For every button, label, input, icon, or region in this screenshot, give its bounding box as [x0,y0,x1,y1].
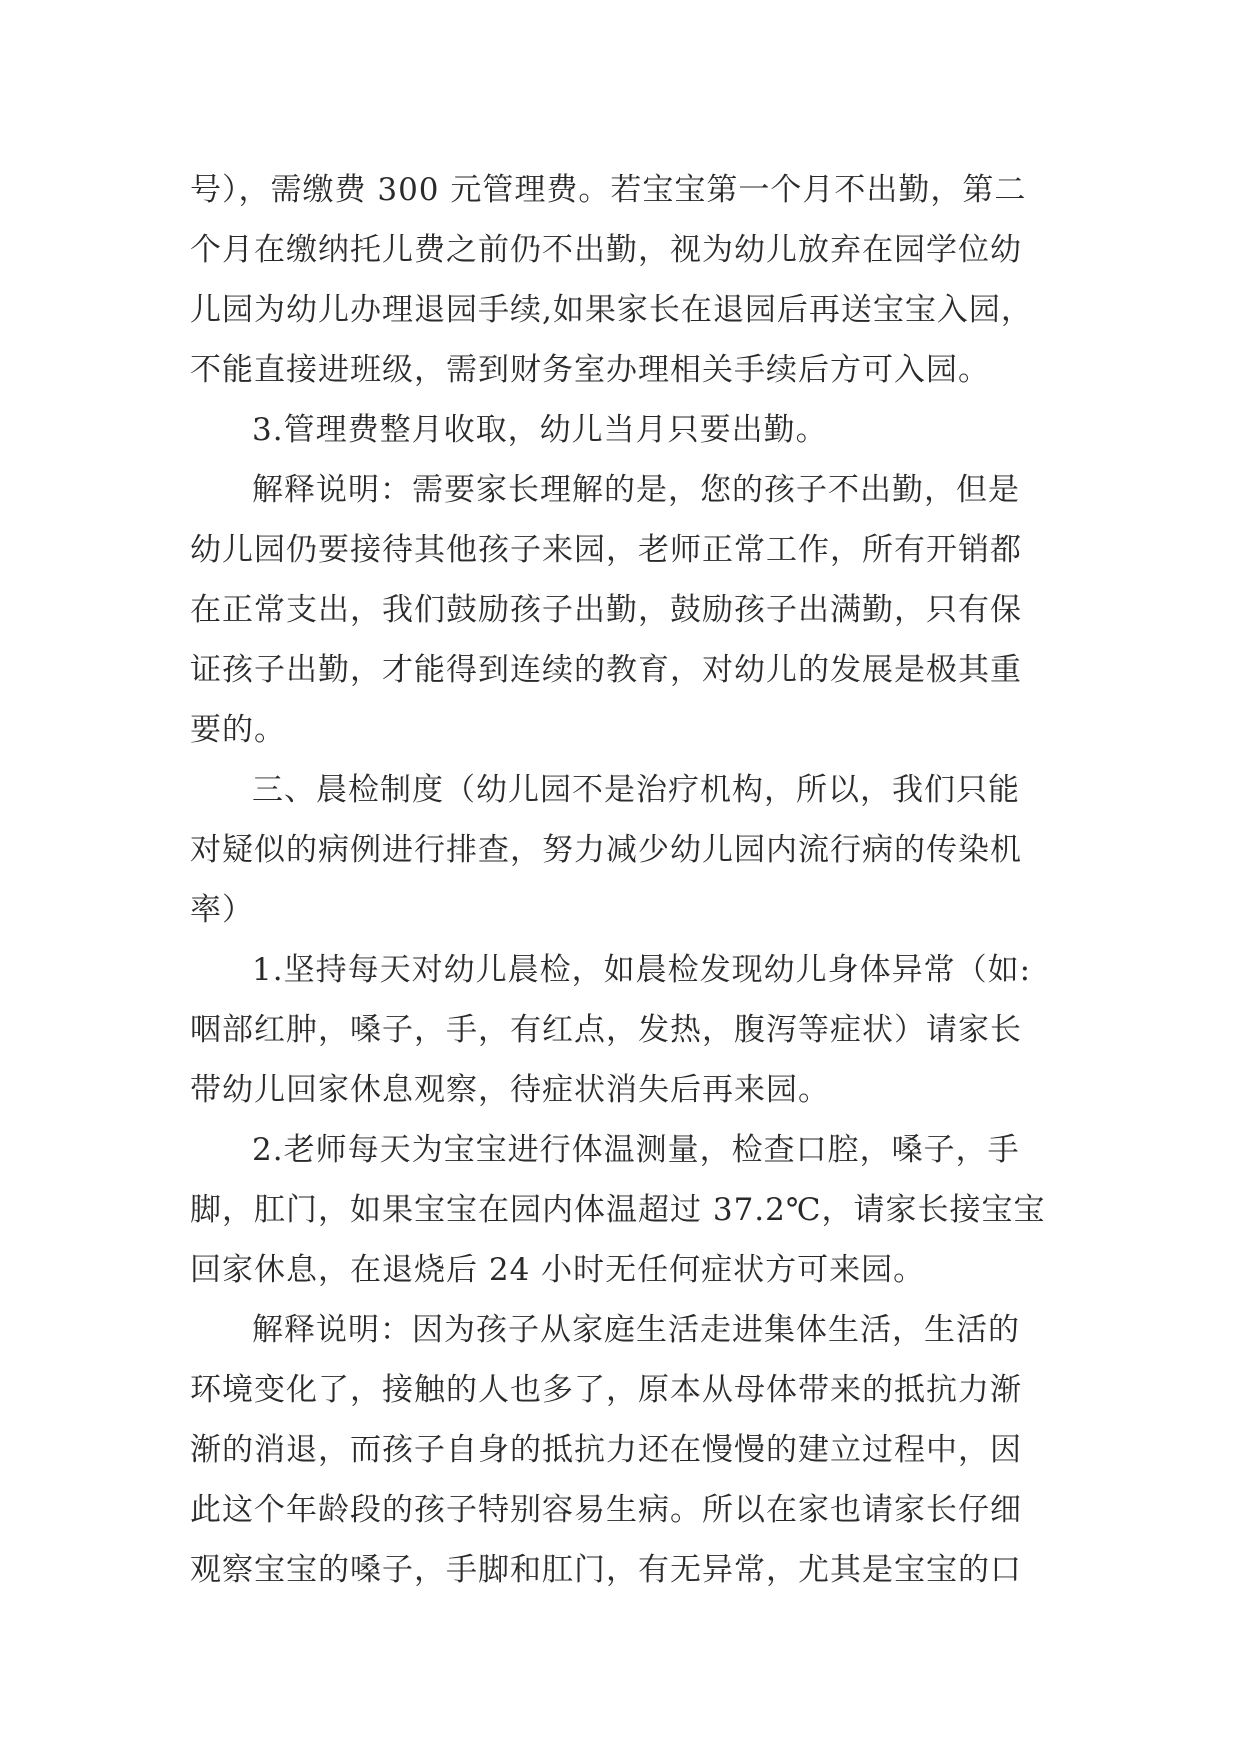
text-line: 率） [190,892,254,928]
text-line: 证孩子出勤，才能得到连续的教育，对幼儿的发展是极其重 [190,652,1022,688]
text-line: 1.坚持每天对幼儿晨检，如晨检发现幼儿身体异常（如: [252,952,1032,988]
text-line: 观察宝宝的嗓子，手脚和肛门，有无异常，尤其是宝宝的口 [190,1552,1022,1588]
text-line: 幼儿园仍要接待其他孩子来园，老师正常工作，所有开销都 [190,532,1022,568]
document-body [190,160,1060,1600]
text-line: 对疑似的病例进行排查，努力减少幼儿园内流行病的传染机 [190,832,1022,868]
text-line: 号），需缴费 300 元管理费。若宝宝第一个月不出勤，第二 [190,172,1027,208]
text-line: 此这个年龄段的孩子特别容易生病。所以在家也请家长仔细 [190,1492,1022,1528]
text-line: 环境变化了，接触的人也多了，原本从母体带来的抵抗力渐 [190,1372,1022,1408]
text-line: 咽部红肿，嗓子，手，有红点，发热，腹泻等症状）请家长 [190,1012,1022,1048]
text-line: 解释说明：需要家长理解的是，您的孩子不出勤，但是 [252,472,1020,508]
text-line: 个月在缴纳托儿费之前仍不出勤，视为幼儿放弃在园学位幼 [190,232,1022,268]
text-line: 带幼儿回家休息观察，待症状消失后再来园。 [190,1072,830,1108]
text-line: 回家休息，在退烧后 24 小时无任何症状方可来园。 [190,1252,926,1288]
text-line: 解释说明：因为孩子从家庭生活走进集体生活，生活的 [252,1312,1020,1348]
text-line: 3.管理费整月收取，幼儿当月只要出勤。 [252,412,828,448]
text-line: 2.老师每天为宝宝进行体温测量，检查口腔，嗓子，手 [252,1132,1020,1168]
text-line: 儿园为幼儿办理退园手续,如果家长在退园后再送宝宝入园， [190,292,1033,328]
text-line: 不能直接进班级，需到财务室办理相关手续后方可入园。 [190,352,990,388]
text-line: 渐的消退，而孩子自身的抵抗力还在慢慢的建立过程中，因 [190,1432,1022,1468]
text-line: 要的。 [190,712,286,748]
text-line: 在正常支出，我们鼓励孩子出勤，鼓励孩子出满勤，只有保 [190,592,1022,628]
text-line: 三、晨检制度（幼儿园不是治疗机构，所以，我们只能 [252,772,1020,808]
text-line: 脚，肛门，如果宝宝在园内体温超过 37.2℃，请家长接宝宝 [190,1192,1046,1228]
